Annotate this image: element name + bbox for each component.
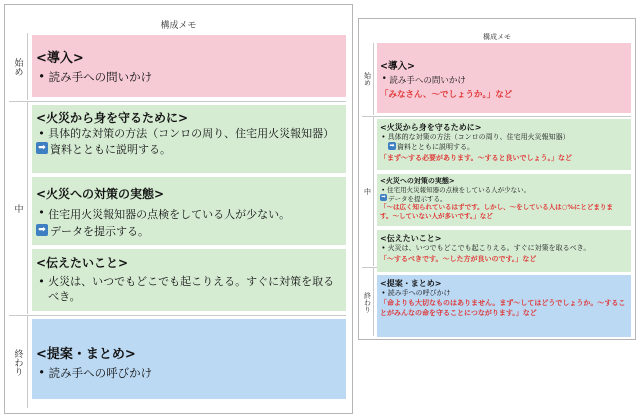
section-protect-example: 「まず〜する必要があります。〜すると良いでしょう。」など xyxy=(380,154,572,162)
section-reality-bullet: • 住宅用火災報知器の点検をしている人が少ない。 xyxy=(36,206,346,222)
arrow-icon: ➡ xyxy=(36,224,48,236)
section-protect-bullet: • 具体的な対策の方法（コンロの周り、住宅用火災報知器） xyxy=(36,127,346,141)
section-message xyxy=(377,230,631,272)
section-message xyxy=(32,249,346,311)
row-divider xyxy=(9,315,346,316)
row-divider xyxy=(362,116,631,117)
arrow-icon: ➡ xyxy=(36,142,48,154)
section-protect xyxy=(377,119,631,170)
section-message-bullet: • 火災は、いつでもどこでも起こりえる。すぐに対策を取るべき。 xyxy=(380,244,628,253)
section-reality-example: 「〜は広く知られているはずです。しかし、〜をしている人は○%にとどまります。〜していない人が多いです。」など xyxy=(380,203,613,220)
section-protect-heading: <火災から身を守るために> xyxy=(36,111,189,125)
intro-bullet: • 読み手への問いかけ xyxy=(36,69,346,85)
section-reality xyxy=(377,174,631,226)
section-reality-note: ➡ データを提示する。 xyxy=(381,194,447,203)
closing-section xyxy=(32,319,346,399)
closing-example: 「命よりも大切なものはありません。まず〜してはどうでしょうか。〜することがみんなの命を守ることにつながります。」など xyxy=(380,299,626,317)
section-protect-note: ➡ 資料とともに説明する。 xyxy=(389,142,474,151)
section-message-heading: <伝えたいこと> xyxy=(380,234,442,243)
intro-heading: <導入> xyxy=(36,51,84,66)
left-memo-sheet xyxy=(4,4,353,414)
section-protect-heading: <火災から身を守るために> xyxy=(380,123,482,132)
closing-heading: <提案・まとめ> xyxy=(36,347,136,362)
intro-bullet: • 読み手への問いかけ xyxy=(380,74,631,86)
label-start: 始め xyxy=(362,43,374,115)
row-divider xyxy=(9,101,346,102)
section-message-heading: <伝えたいこと> xyxy=(36,256,129,270)
intro-heading: <導入> xyxy=(380,61,415,72)
section-protect-note: ➡ 資料とともに説明する。 xyxy=(36,141,346,157)
label-end: 終わり xyxy=(362,268,374,336)
label-middle: 中 xyxy=(9,102,28,314)
section-protect-bullet: • 具体的な対策の方法（コンロの周り、住宅用火災報知器） xyxy=(380,133,631,142)
closing-section xyxy=(377,275,631,337)
right-memo-sheet xyxy=(358,18,636,340)
section-message-example: 「〜するべきです。〜した方が良いのです。」など xyxy=(380,255,537,263)
closing-heading: <提案・まとめ> xyxy=(380,279,442,288)
arrow-icon: ➡ xyxy=(381,194,386,200)
intro-example: 「みなさん、〜でしょうか。」など xyxy=(380,90,513,100)
section-reality-note: ➡ データを提示する。 xyxy=(36,223,346,239)
intro-section xyxy=(377,43,631,113)
arrow-icon: ➡ xyxy=(389,142,395,149)
section-protect xyxy=(32,105,346,173)
section-message-bullet: • 火災は、いつでもどこでも起こりえる。すぐに対策を取るべき。 xyxy=(36,274,346,304)
label-start: 始め xyxy=(9,33,28,100)
label-middle: 中 xyxy=(362,117,374,266)
section-reality xyxy=(32,177,346,245)
closing-bullet: • 読み手への呼びかけ xyxy=(380,289,627,298)
label-end: 終わり xyxy=(9,316,28,408)
section-reality-heading: <火災への対策の実態> xyxy=(36,187,165,201)
section-reality-heading: <火災への対策の実態> xyxy=(380,177,455,185)
intro-section xyxy=(32,35,346,97)
section-reality-bullet: • 住宅用火災報知器の点検をしている人が少ない。 xyxy=(380,186,628,194)
sheet-title: 構成メモ xyxy=(483,33,511,41)
sheet-title: 構成メモ xyxy=(160,21,197,31)
closing-bullet: • 読み手への呼びかけ xyxy=(36,365,346,381)
